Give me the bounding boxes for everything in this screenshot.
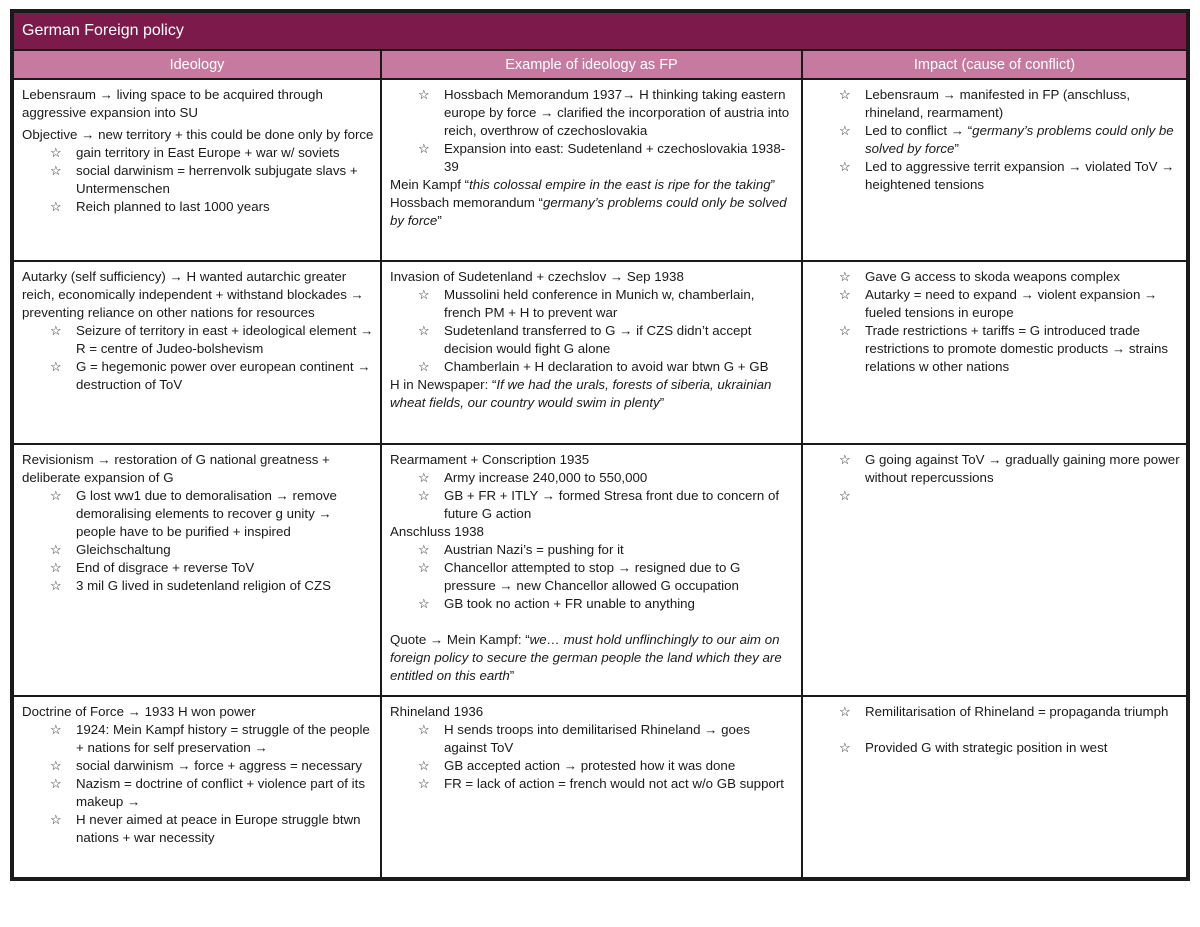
- bullet-list: [811, 451, 1180, 505]
- impact-cell: [802, 79, 1187, 261]
- example-cell: [381, 261, 802, 444]
- ideology-cell: [13, 696, 381, 878]
- list-item: ☆ Provided G with strategic position in west: [839, 739, 1180, 757]
- quote: [390, 194, 795, 230]
- list-item: ☆ Reich planned to last 1000 years: [50, 198, 374, 216]
- list-item: ☆ H sends troops into demilitarised Rhineland → goes against ToV: [418, 721, 795, 757]
- header-example: Example of ideology as FP: [381, 50, 802, 79]
- bullet-list: [22, 322, 374, 394]
- list-item: ☆ GB accepted action → protested how it was done: [418, 757, 795, 775]
- list-item: ☆ Hossbach Memorandum 1937→ H thinking taking eastern europe by force → clarified the incorporation of austria into reich, overthrow of czechoslovakia: [418, 86, 795, 140]
- quote-end: ”: [437, 213, 442, 228]
- quote: [390, 376, 795, 412]
- list-item: ☆ Gleichschaltung: [50, 541, 374, 559]
- bullet-list: [390, 86, 795, 176]
- list-item: ☆ Seizure of territory in east + ideological element → R = centre of Judeo-bolshevism: [50, 322, 374, 358]
- list-item: ☆ social darwinism = herrenvolk subjugate slavs + Untermenschen: [50, 162, 374, 198]
- list-item: ☆ gain territory in East Europe + war w/ soviets: [50, 144, 374, 162]
- quote-text: germany’s problems could only be solved by force: [390, 195, 787, 228]
- list-item: ☆ Autarky = need to expand → violent expansion → fueled tensions in europe: [839, 286, 1180, 322]
- bullet-list: [390, 541, 795, 613]
- cell-text: Rearmament + Conscription 1935: [390, 452, 590, 467]
- quote-text: we… must hold unflinchingly to our aim on foreign policy to secure the german people the land which they are entitled on this earth: [390, 632, 782, 683]
- cell-text: Autarky (self sufficiency) → H wanted autarchic greater reich, economically independent + withstand blockades → preventing reliance on other nations for resources: [22, 269, 364, 320]
- list-item: ☆ G lost ww1 due to demoralisation → remove demoralising elements to recover g unity → people have to be purified + inspired: [50, 487, 374, 541]
- list-item: ☆ GB + FR + ITLY → formed Stresa front due to concern of future G action: [418, 487, 795, 523]
- list-item: [839, 487, 1180, 505]
- quote-text: If we had the urals, forests of siberia, ukrainian wheat fields, our country would swim in plenty: [390, 377, 772, 410]
- table-row: [13, 696, 1187, 878]
- impact-cell: [802, 444, 1187, 696]
- cell-text: Lebensraum → living space to be acquired through aggressive expansion into SU: [22, 87, 323, 120]
- bullet-list: [22, 721, 374, 847]
- cell-text: Invasion of Sudetenland + czechslov → Sep 1938: [390, 269, 684, 284]
- list-item: ☆ Expansion into east: Sudetenland + czechoslovakia 1938-39: [418, 140, 795, 176]
- impact-cell: [802, 261, 1187, 444]
- list-item: ☆ Led to aggressive territ expansion → violated ToV → heightened tensions: [839, 158, 1180, 194]
- list-item: ☆ Trade restrictions + tariffs = G introduced trade restrictions to promote domestic products → strains relations w other nations: [839, 322, 1180, 376]
- quote-end: ”: [770, 177, 776, 192]
- quote: [390, 631, 795, 685]
- document-title: German Foreign policy: [13, 12, 1187, 50]
- list-item: ☆ Mussolini held conference in Munich w, chamberlain, french PM + H to prevent war: [418, 286, 795, 322]
- list-item: ☆ 1924: Mein Kampf history = struggle of the people + nations for self preservation →: [50, 721, 374, 757]
- list-item: ☆ Austrian Nazi’s = pushing for it: [418, 541, 795, 559]
- list-item: ☆ Lebensraum → manifested in FP (anschluss, rhineland, rearmament): [839, 86, 1180, 122]
- quote-lead: Mein Kampf “: [390, 177, 470, 192]
- list-item: ☆ Sudetenland transferred to G → if CZS didn’t accept decision would fight G alone: [418, 322, 795, 358]
- list-item: ☆ Gave G access to skoda weapons complex: [839, 268, 1180, 286]
- list-item: ☆ social darwinism → force + aggress = necessary: [50, 757, 374, 775]
- cell-text: Rhineland 1936: [390, 704, 484, 719]
- bullet-list: [811, 86, 1180, 194]
- bullet-list: [22, 487, 374, 595]
- bullet-list: [390, 721, 795, 793]
- list-item: ☆ Army increase 240,000 to 550,000: [418, 469, 795, 487]
- example-cell: [381, 696, 802, 878]
- list-item: ☆ FR = lack of action = french would not act w/o GB support: [418, 775, 795, 793]
- table-row: [13, 444, 1187, 696]
- table-row: [13, 79, 1187, 261]
- quote-lead: Led to conflict → “: [865, 123, 973, 138]
- foreign-policy-table: [12, 11, 1188, 879]
- example-cell: [381, 79, 802, 261]
- impact-cell: [802, 696, 1187, 878]
- cell-text: Revisionism → restoration of G national greatness + deliberate expansion of G: [22, 452, 330, 485]
- list-item: ☆ 3 mil G lived in sudetenland religion of CZS: [50, 577, 374, 595]
- quote-text: germany’s problems could only be solved by force: [865, 123, 1174, 156]
- bullet-list: [390, 469, 795, 523]
- list-item: ☆ Chamberlain + H declaration to avoid war btwn G + GB: [418, 358, 795, 376]
- list-item: ☆ Nazism = doctrine of conflict + violence part of its makeup →: [50, 775, 374, 811]
- ideology-cell: [13, 79, 381, 261]
- document-table-wrapper: [10, 9, 1190, 881]
- bullet-list: [811, 703, 1180, 721]
- list-item: ☆ H never aimed at peace in Europe struggle btwn nations + war necessity: [50, 811, 374, 847]
- bullet-list: [390, 286, 795, 376]
- list-item: ☆ Remilitarisation of Rhineland = propaganda triumph: [839, 703, 1180, 721]
- list-item: ☆ G = hegemonic power over european continent → destruction of ToV: [50, 358, 374, 394]
- example-cell: [381, 444, 802, 696]
- bullet-list: [811, 739, 1180, 757]
- bullet-list: [811, 268, 1180, 376]
- list-item: [839, 122, 1180, 158]
- quote-text: this colossal empire in the east is ripe for the taking: [469, 177, 771, 192]
- list-item: ☆ GB took no action + FR unable to anything: [418, 595, 795, 613]
- quote-lead: H in Newspaper: “: [390, 377, 497, 392]
- quote-end: ”: [954, 141, 959, 156]
- quote-lead: Hossbach memorandum “: [390, 195, 543, 210]
- ideology-cell: [13, 444, 381, 696]
- header-ideology: Ideology: [13, 50, 381, 79]
- cell-text: Objective → new territory + this could be done only by force: [22, 127, 374, 142]
- list-item: ☆ Chancellor attempted to stop → resigned due to G pressure → new Chancellor allowed G occupation: [418, 559, 795, 595]
- spacer: [390, 613, 795, 631]
- list-item: ☆ G going against ToV → gradually gaining more power without repercussions: [839, 451, 1180, 487]
- cell-text: Doctrine of Force → 1933 H won power: [22, 704, 256, 719]
- quote-end: ”: [659, 395, 665, 410]
- table-row: [13, 261, 1187, 444]
- spacer: [811, 721, 1180, 739]
- quote-end: ”: [509, 668, 515, 683]
- header-impact: Impact (cause of conflict): [802, 50, 1187, 79]
- ideology-cell: [13, 261, 381, 444]
- list-item: ☆ End of disgrace + reverse ToV: [50, 559, 374, 577]
- cell-text: Anschluss 1938: [390, 524, 484, 539]
- bullet-list: [22, 144, 374, 216]
- quote-lead: Quote → Mein Kampf: “: [390, 632, 530, 647]
- header-row: [13, 50, 1187, 79]
- quote: [390, 176, 795, 194]
